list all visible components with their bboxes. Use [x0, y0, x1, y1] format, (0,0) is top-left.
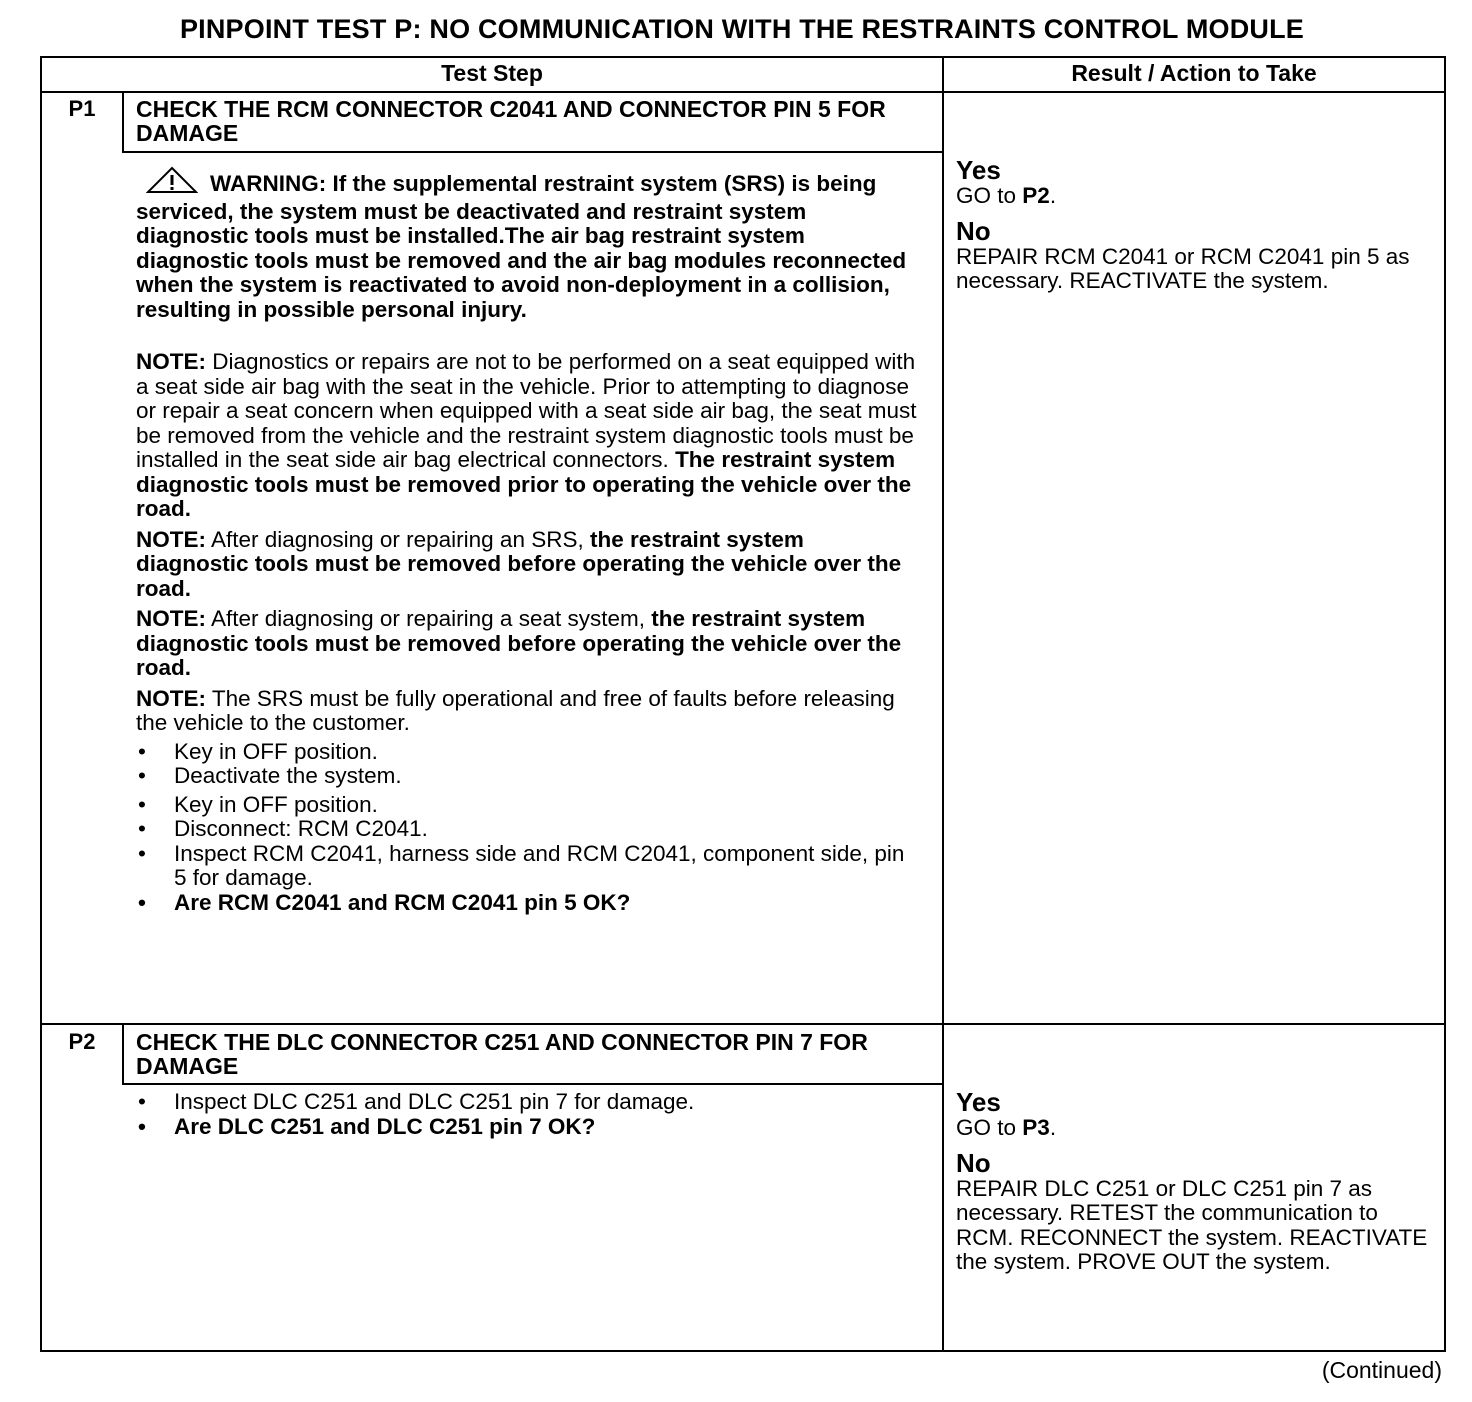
p1-id-divider	[122, 93, 124, 153]
note-4-text: The SRS must be fully operational and free of faults before releasing the vehicle to the customer.	[136, 685, 895, 735]
continued-label: (Continued)	[1321, 1357, 1442, 1383]
note-2-bold: the restraint system diagnostic tools must be removed before operating the vehicle over the road.	[136, 526, 902, 601]
result-p1	[956, 156, 1446, 294]
page-title: PINPOINT TEST P: NO COMMUNICATION WITH THE RESTRAINTS CONTROL MODULE	[179, 14, 1305, 44]
question-item: • Are DLC C251 and DLC C251 pin 7 OK?	[136, 1115, 921, 1140]
note-label: NOTE:	[136, 526, 206, 552]
warning-block	[136, 166, 921, 322]
step-title-p1: CHECK THE RCM CONNECTOR C2041 AND CONNECTOR PIN 5 FOR DAMAGE	[136, 96, 886, 146]
header-divider	[40, 91, 1446, 93]
list-item: • Key in OFF position.	[136, 740, 921, 765]
note-label: NOTE:	[136, 606, 206, 631]
list-item: • Deactivate the system.	[136, 764, 921, 789]
yes-target: P2	[1022, 183, 1050, 208]
no-label: No	[956, 1147, 991, 1178]
header-result: Result / Action to Take	[1071, 60, 1317, 86]
p1-title-divider	[122, 151, 942, 153]
note-3	[136, 607, 921, 681]
note-2	[136, 528, 921, 602]
warning-text: If the supplemental restraint system (SRS) is being serviced, the system must be deactivated and restraint system diagnostic tools must be installed.The air bag restraint system diagnostic tools must be removed and the air bag modules reconnected when the system is reactivated to avoid non-deployment in a collision, resulting in possible personal injury.	[136, 171, 907, 322]
list-item: • Inspect RCM C2041, harness side and RCM C2041, component side, pin 5 for damage.	[136, 842, 921, 891]
yes-label: Yes	[956, 1087, 1001, 1117]
note-3-text: After diagnosing or repairing a seat system,	[211, 606, 645, 631]
note-4	[136, 687, 921, 736]
step-body-p2	[136, 1090, 921, 1139]
step-title-p2: CHECK THE DLC CONNECTOR C251 AND CONNECTOR PIN 7 FOR DAMAGE	[136, 1029, 868, 1079]
note-3-bold: the restraint system diagnostic tools must be removed before operating the vehicle over the road.	[136, 606, 902, 680]
note-1-text: Diagnostics or repairs are not to be performed on a seat equipped with a seat side air bag with the seat in the vehicle. Prior to attempting to diagnose or repair a seat concern when equipped with a seat side air bag, the seat must be removed from the vehicle and the restraint system diagnostic tools must be installed in the seat side air bag electrical connectors.	[136, 349, 917, 472]
p2-id-divider	[122, 1025, 124, 1085]
yes-target: P3	[1022, 1115, 1050, 1140]
yes-action: GO to P2.	[956, 183, 1057, 208]
no-label: No	[956, 215, 991, 246]
p1-bullet-list	[136, 740, 921, 916]
result-p2	[956, 1088, 1446, 1275]
step-id-p2: P2	[68, 1029, 96, 1054]
p2-title-divider	[122, 1083, 942, 1085]
row-divider	[40, 1023, 1446, 1025]
question-item: • Are RCM C2041 and RCM C2041 pin 5 OK?	[136, 891, 921, 916]
list-item: • Disconnect: RCM C2041.	[136, 817, 921, 842]
header-test-step: Test Step	[441, 60, 543, 86]
step-body-p1	[136, 166, 921, 915]
no-action: REPAIR DLC C251 or DLC C251 pin 7 as necessary. RETEST the communication to RCM. RECONNECT the system. REACTIVATE the system. PROVE OUT the system.	[956, 1175, 1428, 1274]
warning-triangle-icon	[146, 166, 198, 200]
note-label: NOTE:	[136, 349, 206, 374]
yes-action: GO to P3.	[956, 1115, 1057, 1140]
list-item: • Key in OFF position.	[136, 793, 921, 818]
yes-label: Yes	[956, 155, 1001, 185]
note-1-bold: The restraint system diagnostic tools must be removed prior to operating the vehicle over the road.	[136, 447, 912, 521]
step-id-p1: P1	[68, 96, 96, 121]
p2-bullet-list	[136, 1090, 921, 1139]
column-divider	[942, 56, 944, 1352]
note-1	[136, 350, 921, 522]
note-label: NOTE:	[136, 685, 206, 711]
list-item: • Inspect DLC C251 and DLC C251 pin 7 for damage.	[136, 1090, 921, 1115]
warning-label: WARNING:	[210, 171, 327, 196]
note-2-text: After diagnosing or repairing an SRS,	[211, 526, 584, 552]
no-action: REPAIR RCM C2041 or RCM C2041 pin 5 as necessary. REACTIVATE the system.	[956, 243, 1410, 293]
